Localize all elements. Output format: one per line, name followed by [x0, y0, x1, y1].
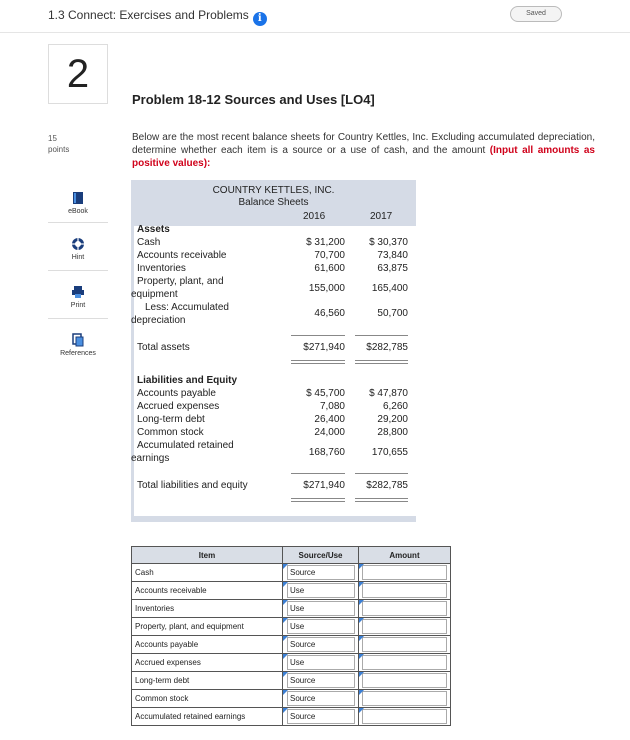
source-use-value: Use	[287, 655, 355, 670]
dropdown-marker	[283, 600, 288, 605]
rule	[355, 335, 408, 336]
dropdown-marker	[283, 654, 288, 659]
assignment-title	[48, 8, 267, 26]
source-use-value: Source	[287, 565, 355, 580]
assets-header: Assets	[137, 224, 170, 235]
row-item: Long-term debt	[132, 672, 283, 690]
rule	[291, 363, 345, 364]
source-use-select[interactable]	[283, 564, 359, 582]
amount-value	[362, 637, 447, 652]
input-marker	[359, 636, 364, 641]
asset-value-2017: $ 30,370	[369, 237, 408, 248]
input-marker	[359, 708, 364, 713]
liabilities-header: Liabilities and Equity	[137, 375, 238, 386]
asset-value-2016: 46,560	[314, 308, 345, 319]
total-assets-label: Total assets	[137, 342, 190, 353]
asset-label: Property, plant, and	[137, 276, 224, 287]
dropdown-marker	[283, 582, 288, 587]
source-use-select[interactable]	[283, 600, 359, 618]
amount-value	[362, 673, 447, 688]
saved-badge: Saved	[510, 6, 562, 22]
problem-heading: Problem 18-12 Sources and Uses [LO4]	[132, 92, 375, 107]
liability-label: Accrued expenses	[137, 401, 220, 412]
row-item: Accrued expenses	[132, 654, 283, 672]
sidebar-print[interactable]	[48, 285, 108, 309]
asset-value-2016: 61,600	[314, 263, 345, 274]
rule	[355, 473, 408, 474]
asset-label-cont: depreciation	[131, 315, 186, 326]
source-use-value: Use	[287, 601, 355, 616]
amount-input[interactable]	[359, 654, 451, 672]
amount-input[interactable]	[359, 708, 451, 726]
amount-value	[362, 565, 447, 580]
liability-value-2017: 29,200	[377, 414, 408, 425]
sidebar-hint[interactable]	[48, 237, 108, 261]
company-name: COUNTRY KETTLES, INC.	[212, 185, 335, 196]
source-use-value: Use	[287, 583, 355, 598]
amount-value	[362, 691, 447, 706]
amount-input[interactable]	[359, 582, 451, 600]
row-item: Accounts payable	[132, 636, 283, 654]
amount-value	[362, 619, 447, 634]
row-item: Inventories	[132, 600, 283, 618]
amount-input[interactable]	[359, 618, 451, 636]
input-marker	[359, 600, 364, 605]
amount-value	[362, 709, 447, 724]
table-row	[132, 636, 451, 654]
amount-input[interactable]	[359, 690, 451, 708]
source-use-select[interactable]	[283, 618, 359, 636]
input-marker	[359, 672, 364, 677]
table-row	[132, 708, 451, 726]
top-bar	[0, 0, 630, 33]
rule	[291, 360, 345, 361]
liability-value-2017: 28,800	[377, 427, 408, 438]
source-use-select[interactable]	[283, 708, 359, 726]
sidebar-ebook-label: eBook	[68, 208, 88, 215]
row-item: Cash	[132, 564, 283, 582]
asset-label: Inventories	[137, 263, 186, 274]
amount-input[interactable]	[359, 600, 451, 618]
dropdown-marker	[283, 672, 288, 677]
total-assets-2016: $271,940	[303, 342, 345, 353]
dropdown-marker	[283, 708, 288, 713]
divider	[48, 270, 108, 271]
info-icon[interactable]: i	[253, 12, 267, 26]
amount-input[interactable]	[359, 564, 451, 582]
asset-value-2016: $ 31,200	[306, 237, 345, 248]
source-use-select[interactable]	[283, 636, 359, 654]
rule	[291, 498, 345, 499]
col-source-use: Source/Use	[283, 547, 359, 564]
amount-input[interactable]	[359, 636, 451, 654]
row-item: Property, plant, and equipment	[132, 618, 283, 636]
instructions-emphasis: (Input all amounts as positive values):	[132, 145, 595, 169]
documents-icon	[71, 333, 85, 347]
input-marker	[359, 582, 364, 587]
table-row	[132, 618, 451, 636]
rule	[291, 473, 345, 474]
balance-sheet-subtitle: Balance Sheets	[238, 197, 309, 208]
bottom-bar	[131, 516, 416, 522]
total-assets-2017: $282,785	[366, 342, 408, 353]
year-2016: 2016	[303, 211, 326, 222]
total-liabilities-2017: $282,785	[366, 480, 408, 491]
sidebar-ebook[interactable]	[48, 191, 108, 215]
asset-value-2017: 50,700	[377, 308, 408, 319]
liability-value-2017: 6,260	[382, 401, 408, 412]
table-row	[132, 690, 451, 708]
table-row	[132, 654, 451, 672]
lifebuoy-icon	[71, 237, 85, 251]
amount-value	[362, 601, 447, 616]
liability-label: Accounts payable	[137, 388, 216, 399]
rule	[355, 498, 408, 499]
dropdown-marker	[283, 636, 288, 641]
balance-sheet	[131, 180, 416, 522]
assignment-title-text: 1.3 Connect: Exercises and Problems	[48, 8, 249, 22]
printer-icon	[71, 285, 85, 299]
liability-value-2017: $ 47,870	[369, 388, 408, 399]
liability-value-2016: 7,080	[319, 401, 345, 412]
year-2017: 2017	[370, 211, 393, 222]
asset-value-2016: 155,000	[308, 283, 345, 294]
liability-value-2017: 170,655	[371, 447, 408, 458]
col-item: Item	[132, 547, 283, 564]
question-number: 2	[48, 44, 108, 104]
rule	[291, 501, 345, 502]
asset-value-2017: 165,400	[371, 283, 408, 294]
liability-value-2016: $ 45,700	[306, 388, 345, 399]
answer-table	[131, 546, 451, 726]
source-use-value: Source	[287, 673, 355, 688]
source-use-value: Source	[287, 637, 355, 652]
rule	[291, 335, 345, 336]
total-liabilities-label: Total liabilities and equity	[137, 480, 248, 491]
asset-value-2017: 73,840	[377, 250, 408, 261]
dropdown-marker	[283, 618, 288, 623]
amount-value	[362, 655, 447, 670]
source-use-select[interactable]	[283, 690, 359, 708]
input-marker	[359, 564, 364, 569]
amount-value	[362, 583, 447, 598]
dropdown-marker	[283, 564, 288, 569]
table-row	[132, 600, 451, 618]
total-liabilities-2016: $271,940	[303, 480, 345, 491]
sidebar-references-label: References	[60, 350, 96, 357]
dropdown-marker	[283, 690, 288, 695]
source-use-value: Source	[287, 709, 355, 724]
rule	[355, 363, 408, 364]
points-label: points	[48, 145, 70, 154]
answer-header-row	[132, 547, 451, 564]
source-use-value: Source	[287, 691, 355, 706]
row-item: Common stock	[132, 690, 283, 708]
book-icon	[71, 191, 85, 205]
asset-value-2016: 70,700	[314, 250, 345, 261]
asset-label: Accounts receivable	[137, 250, 227, 261]
instructions-text: Below are the most recent balance sheets for Country Kettles, Inc. Excluding accumulated depreciation, determine whether each item is a source or a use of cash, and the amount	[132, 132, 595, 156]
points-value: 15	[48, 134, 57, 143]
rule	[355, 360, 408, 361]
input-marker	[359, 654, 364, 659]
sidebar-references[interactable]	[48, 333, 108, 357]
instructions	[132, 131, 595, 170]
liability-label-cont: earnings	[131, 453, 170, 464]
input-marker	[359, 690, 364, 695]
divider	[48, 222, 108, 223]
source-use-value: Use	[287, 619, 355, 634]
col-amount: Amount	[359, 547, 451, 564]
asset-label: Less: Accumulated	[145, 302, 229, 313]
row-item: Accumulated retained earnings	[132, 708, 283, 726]
asset-label-cont: equipment	[131, 289, 178, 300]
source-use-select[interactable]	[283, 672, 359, 690]
points-info	[48, 133, 69, 155]
left-bar	[131, 226, 134, 522]
amount-input[interactable]	[359, 672, 451, 690]
asset-value-2017: 63,875	[377, 263, 408, 274]
asset-label: Cash	[137, 237, 161, 248]
liability-label: Common stock	[137, 427, 204, 438]
sidebar-print-label: Print	[70, 302, 86, 309]
source-use-select[interactable]	[283, 654, 359, 672]
row-item: Accounts receivable	[132, 582, 283, 600]
liability-label: Accumulated retained	[137, 440, 234, 451]
liability-value-2016: 26,400	[314, 414, 345, 425]
liability-value-2016: 24,000	[314, 427, 345, 438]
rule	[355, 501, 408, 502]
table-row	[132, 582, 451, 600]
table-row	[132, 672, 451, 690]
sidebar-hint-label: Hint	[71, 254, 85, 261]
table-row	[132, 564, 451, 582]
input-marker	[359, 618, 364, 623]
source-use-select[interactable]	[283, 582, 359, 600]
liability-label: Long-term debt	[137, 414, 205, 425]
liability-value-2016: 168,760	[308, 447, 345, 458]
divider	[48, 318, 108, 319]
